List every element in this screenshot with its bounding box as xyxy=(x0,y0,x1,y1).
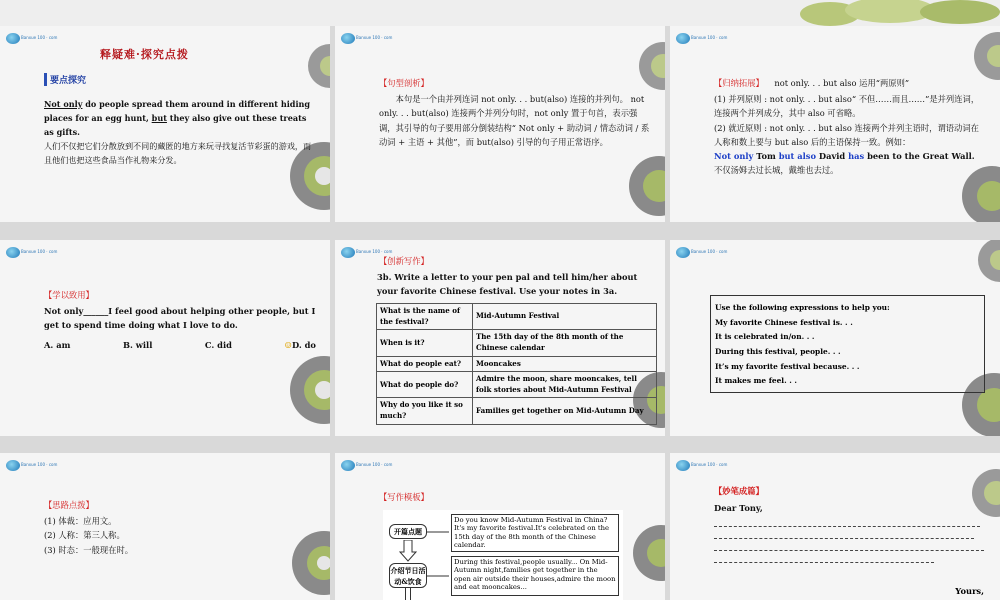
logo: Banxue 100 · com xyxy=(6,247,48,259)
slide-4[interactable] xyxy=(0,240,330,436)
slide-2[interactable] xyxy=(335,26,665,222)
slide-8[interactable] xyxy=(335,453,665,600)
table-row: Why do you like it so much? Families get together on Mid-Autumn Day xyxy=(377,398,657,424)
logo: Banxue 100 · com xyxy=(341,460,383,472)
flow-brackets xyxy=(427,524,451,594)
expression-box: Use the following expressions to help you: My favorite Chinese festival is. . . It is celebrated in/on. . . During this festival, people. . . It’s my favorite festival because. . . It makes me feel. . . xyxy=(710,295,985,393)
writing-lines[interactable] xyxy=(714,515,994,563)
section-tag: 【句型剖析】 xyxy=(379,78,429,88)
table-row: What do people do? Admire the moon, share mooncakes, tell folk stories about Mid-Autumn Festival xyxy=(377,372,657,398)
flow-text-intro: Do you know Mid-Autumn Festival in China? It's my favorite festival.It's celebrated on the 15th day of the 8th month of the Chinese calendar. xyxy=(451,514,619,552)
smiley-icon: ☺ xyxy=(284,340,292,350)
flow-step-activities: 介绍节日活动&饮食 xyxy=(389,563,427,588)
slide-1[interactable] xyxy=(0,26,330,222)
logo: Banxue 100 · com xyxy=(676,247,718,259)
slide-5[interactable] xyxy=(335,240,665,436)
summary-heading: 【归纳拓展】 not only. . . but also 运用“两原则” xyxy=(714,78,910,88)
table-row: What is the name of the festival? Mid-Autumn Festival xyxy=(377,304,657,330)
flow-step-intro: 开篇点题 xyxy=(389,524,427,539)
leaf-decoration xyxy=(770,0,1000,26)
section-tag: 【思路点拨】 xyxy=(44,500,94,510)
slide-6[interactable] xyxy=(670,240,1000,436)
table-row: When is it? The 15th day of the 8th month of the Chinese calendar xyxy=(377,330,657,356)
logo: Banxue 100 · com xyxy=(341,247,383,259)
letter-greeting: Dear Tony, xyxy=(714,503,763,513)
slide-9[interactable] xyxy=(670,453,1000,600)
logo: Banxue 100 · com xyxy=(341,33,383,45)
writing-tips: (1) 体裁：应用文。 (2) 人称：第三人称。 (3) 时态：一般现在时。 xyxy=(44,516,134,555)
option-b[interactable]: B. will xyxy=(122,340,153,350)
sentence-translation: 人们不仅把它们分散放到不同的藏匿的地方来玩寻找复活节彩蛋的游戏，而且他们也把这些食品当作礼物来分发。 xyxy=(44,140,312,165)
template-flowchart xyxy=(383,510,623,600)
section-tag: 【写作模板】 xyxy=(379,492,429,502)
flow-connector xyxy=(405,588,411,600)
slide-7[interactable] xyxy=(0,453,330,600)
section-tag: 【妙笔成篇】 xyxy=(714,486,764,496)
option-d[interactable]: ☺D. do xyxy=(284,340,316,350)
letter-closing: Yours, xyxy=(955,586,984,596)
writing-task: 3b. Write a letter to your pen pal and tell him/her about your favorite Chinese festival. Use your notes in 3a. xyxy=(377,272,638,297)
logo: Banxue 100 · com xyxy=(6,33,48,45)
section-tag: 【创新写作】 xyxy=(379,256,429,266)
section-label: 要点探究 xyxy=(44,73,86,86)
summary-body: (1) 并列原则 : not only. . . but also“ 不但……而且……”是并列连词，连接两个并列成分，其中 also 可省略。 (2) 就近原则 : not only. . . but also 连接两个并列主语时，谓语动词在人称和数上要与 but also 后的主语保持一致。例如： Not only Tom but also David has been to the Great Wall. 不仅汤姆去过长城，戴维也去过。 xyxy=(714,94,980,176)
flow-text-activities: During this festival,people usually... On Mid-Autumn night,families get together in the open air outside their houses,admire the moon and eat mooncakes... xyxy=(451,556,619,596)
slide-banner: 释疑难·探究点拨 xyxy=(100,48,189,61)
festival-table xyxy=(376,303,657,425)
section-tag: 【学以致用】 xyxy=(44,290,94,300)
logo: Banxue 100 · com xyxy=(676,33,718,45)
option-c[interactable]: C. did xyxy=(204,340,232,350)
slide-3[interactable] xyxy=(670,26,1000,222)
down-arrow-icon xyxy=(399,540,417,562)
top-bar xyxy=(0,0,1000,26)
example-sentence: Not only do people spread them around in different hiding places for an egg hunt, but they also give out these treats as gifts. 人们不仅把它们分散放到不同的藏匿的地方来玩寻找复活节彩蛋的游戏，而且他们也把这些食品当作礼物来分发。 xyxy=(44,98,312,168)
logo: Banxue 100 · com xyxy=(6,460,48,472)
answer-options xyxy=(44,338,316,352)
grammar-analysis: 本句是一个由并列连词 not only. . . but(also) 连接的并列句。 not only. . . but(also) 连接两个并列分句时，not only 置于句首，表示强调，其引导的句子要用部分倒装结构“ Not only + 助动词 / 情态动词 / 系动词 + 主语 + 其他”，而 but(also) 引导的句子用正常语序。 xyxy=(379,94,650,147)
exercise-question: Not only______I feel good about helping other people, but I get to spend time doing what I love to do. xyxy=(44,306,316,331)
option-a[interactable]: A. am xyxy=(44,340,71,350)
logo: Banxue 100 · com xyxy=(676,460,718,472)
table-row: What do people eat? Mooncakes xyxy=(377,356,657,372)
